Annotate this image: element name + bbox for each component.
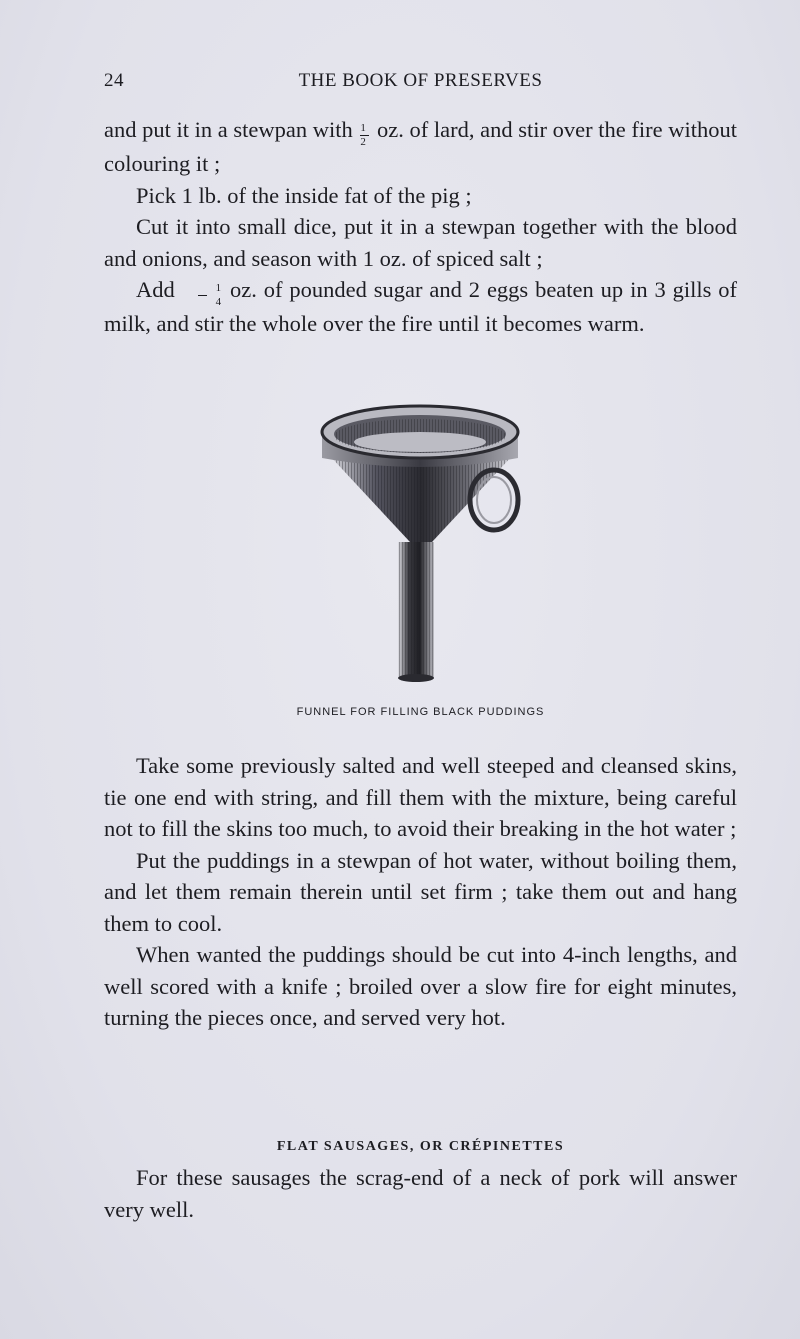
text-run: oz. of lard, and stir over the fire without colouring it ;: [104, 117, 738, 176]
fraction-quarter: [184, 283, 222, 308]
section-heading: FLAT SAUSAGES, OR CRÉPINETTES: [276, 1139, 565, 1154]
paragraph: [104, 274, 737, 340]
figure-caption: FUNNEL FOR FILLING BLACK PUDDINGS: [296, 706, 545, 718]
running-header: [104, 70, 737, 100]
text-block-bottom: [104, 1162, 737, 1225]
paragraph: Take some previously salted and well steeped and cleansed skins, tie one end with string, and fill them with the mixture, being careful not to fill the skins too much, to avoid their breaking in the hot water ;: [104, 753, 737, 841]
paragraph: For these sausages the scrag-end of a neck of pork will answer very well.: [104, 1165, 737, 1222]
paragraph: [104, 114, 737, 180]
fraction-denominator: 4: [215, 296, 222, 308]
text-run: Add: [136, 277, 182, 302]
text-run: oz. of pounded sugar and 2 eggs beaten up in 3 gills of milk, and stir the whole over the fire until it becomes warm.: [104, 277, 737, 336]
fraction-denominator: 2: [360, 136, 366, 148]
fraction-numerator: 1: [360, 122, 366, 134]
paragraph: Put the puddings in a stewpan of hot water, without boiling them, and let them remain therein until set firm ; take them out and hang them to cool.: [104, 847, 737, 936]
text-run: and put it in a stewpan with: [104, 117, 359, 142]
text-block-middle: [104, 750, 737, 1034]
running-title: THE BOOK OF PRESERVES: [298, 70, 543, 91]
funnel-illustration: [300, 392, 540, 692]
text-block-top: [104, 114, 737, 340]
fraction-half: [360, 123, 369, 148]
page-number: 24: [104, 70, 124, 91]
paragraph: Cut it into small dice, put it in a stewpan together with the blood and onions, and season with 1 oz. of spiced salt ;: [104, 214, 737, 271]
fraction-numerator: 1: [215, 282, 222, 294]
paragraph: Pick 1 lb. of the inside fat of the pig ;: [136, 182, 472, 208]
paragraph: When wanted the puddings should be cut into 4-inch lengths, and well scored with a knife ; broiled over a slow fire for eight minutes, turning the pieces once, and served very hot.: [104, 942, 737, 1030]
